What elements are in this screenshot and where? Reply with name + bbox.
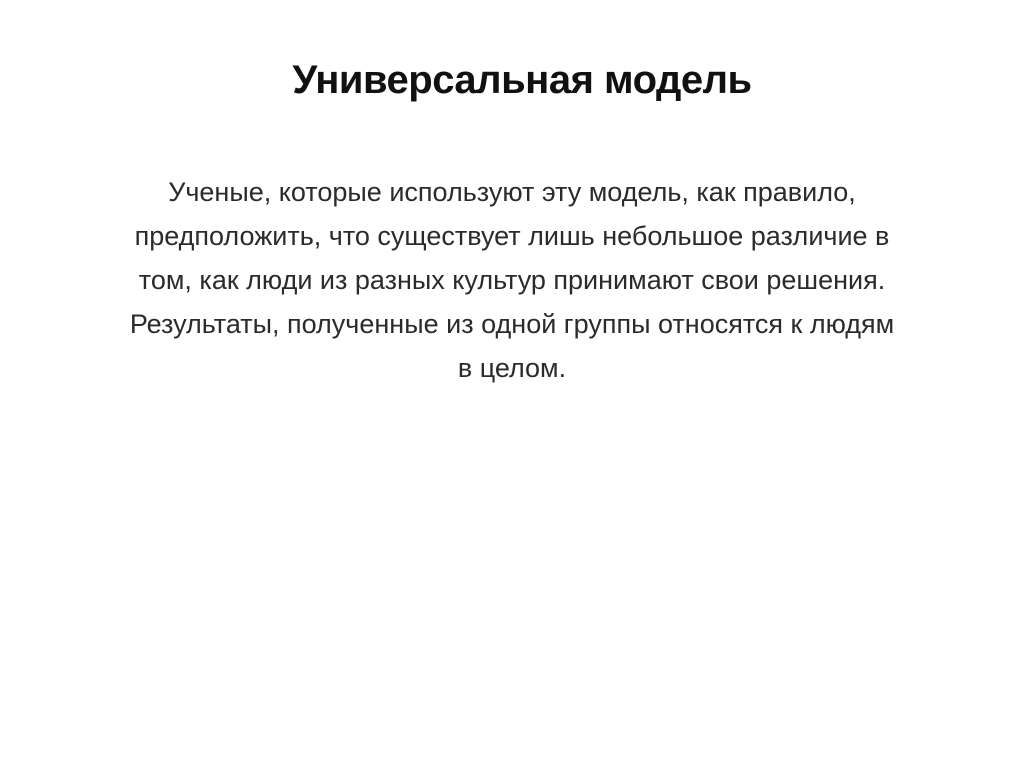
body-line: предположить, что существует лишь небольшое различие в <box>134 221 890 251</box>
body-line: Результаты, полученные из одной группы относятся к людям <box>129 309 895 339</box>
body-line: в целом. <box>457 353 567 383</box>
body-line: Ученые, которые используют эту модель, как правило, <box>168 177 856 207</box>
slide-title: Универсальная модель <box>292 58 752 102</box>
slide-body-text <box>62 170 962 390</box>
body-line: том, как люди из разных культур принимают свои решения. <box>138 265 886 295</box>
